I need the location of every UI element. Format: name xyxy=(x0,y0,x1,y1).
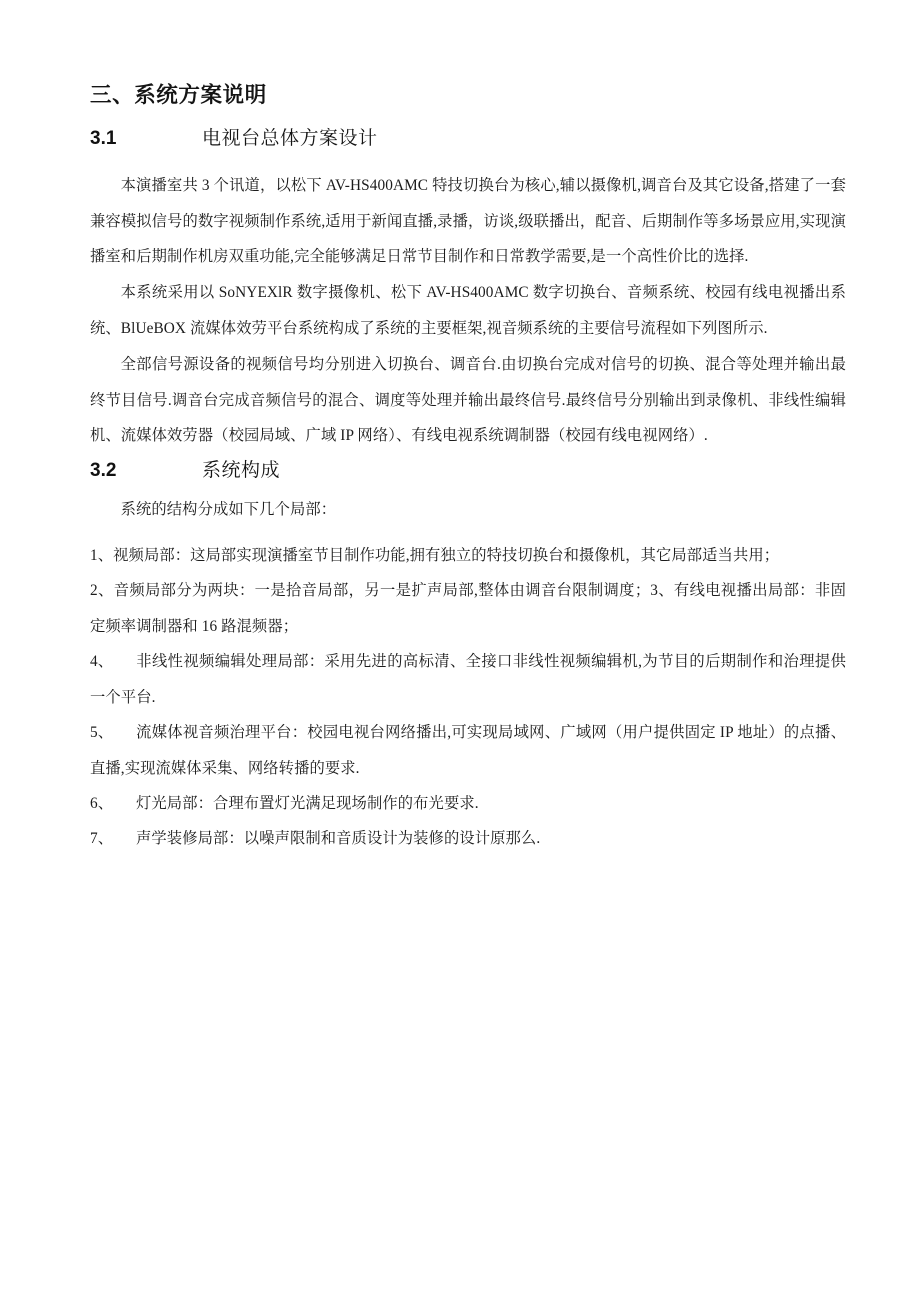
paragraph-system-equipment: 本系统采用以 SoNYEXlR 数字摄像机、松下 AV-HS400AMC 数字切换台、音频系统、校园有线电视播出系统、BlUeBOX 流媒体效劳平台系统构成了系统的主要框架,视音频系统的主要信号流程如下列图所示. xyxy=(90,284,846,337)
list-item xyxy=(90,715,846,786)
paragraph-signal-flow: 全部信号源设备的视频信号均分别进入切换台、调音台.由切换台完成对信号的切换、混合等处理并输出最终节目信号.调音台完成音频信号的混合、调度等处理并输出最终信号.最终信号分别输出到录像机、非线性编辑机、流媒体效劳器（校园局域、广域 IP 网络）、有线电视系统调制器（校园有线电视网络）. xyxy=(90,356,846,444)
list-item-text: 灯光局部：合理布置灯光满足现场制作的布光要求. xyxy=(136,795,479,812)
list-item-text: 音频局部分为两块：一是拾音局部，另一是扩声局部,整体由调音台限制调度；3、有线电视播出局部：非固定频率调制器和 16 路混频器； xyxy=(90,582,846,635)
list-item-marker: 4、 xyxy=(90,653,114,670)
list-item-marker: 7、 xyxy=(90,830,114,847)
list-item-text: 声学装修局部：以噪声限制和音质设计为装修的设计原那么. xyxy=(136,830,541,847)
paragraph-overview-studio: 本演播室共 3 个讯道，以松下 AV-HS400AMC 特技切换台为核心,辅以摄像机,调音台及其它设备,搭建了一套兼容模拟信号的数字视频制作系统,适用于新闻直播,录播，访谈,级联播出，配音、后期制作等多场景应用,实现演播室和后期制作机房双重功能,完全能够满足日常节目制作和日常教学需要,是一个高性价比的选择. xyxy=(90,177,846,265)
list-item-marker: 1、 xyxy=(90,547,114,564)
list-item xyxy=(90,821,846,857)
subsection-title-3-1: 电视台总体方案设计 xyxy=(202,128,378,149)
list-item-text: 非线性视频编辑处理局部：采用先进的高标清、全接口非线性视频编辑机,为节目的后期制作和治理提供一个平台. xyxy=(90,653,846,706)
subsection-number-3-1: 3.1 xyxy=(90,128,117,149)
subsection-heading-3-2 xyxy=(90,455,280,482)
subsection-title-3-2: 系统构成 xyxy=(202,460,281,481)
subsection-number-3-2: 3.2 xyxy=(90,460,117,481)
list-item-marker: 2、 xyxy=(90,582,114,599)
list-item-text: 流媒体视音频治理平台：校园电视台网络播出,可实现局域网、广域网（用户提供固定 IP 地址）的点播、直播,实现流媒体采集、网络转播的要求. xyxy=(90,724,846,777)
section-heading: 三、系统方案说明 xyxy=(90,83,267,107)
list-item-marker: 6、 xyxy=(90,795,114,812)
paragraph-structure-intro: 系统的结构分成如下几个局部： xyxy=(120,501,337,518)
subsection-heading-3-1 xyxy=(90,123,378,150)
list-item xyxy=(90,644,846,715)
list-item-marker: 5、 xyxy=(90,724,114,741)
list-item-text: 视频局部：这局部实现演播室节目制作功能,拥有独立的特技切换台和摄像机，其它局部适当共用； xyxy=(113,547,780,564)
list-item xyxy=(90,538,846,574)
list-item xyxy=(90,786,846,822)
list-item xyxy=(90,573,846,644)
